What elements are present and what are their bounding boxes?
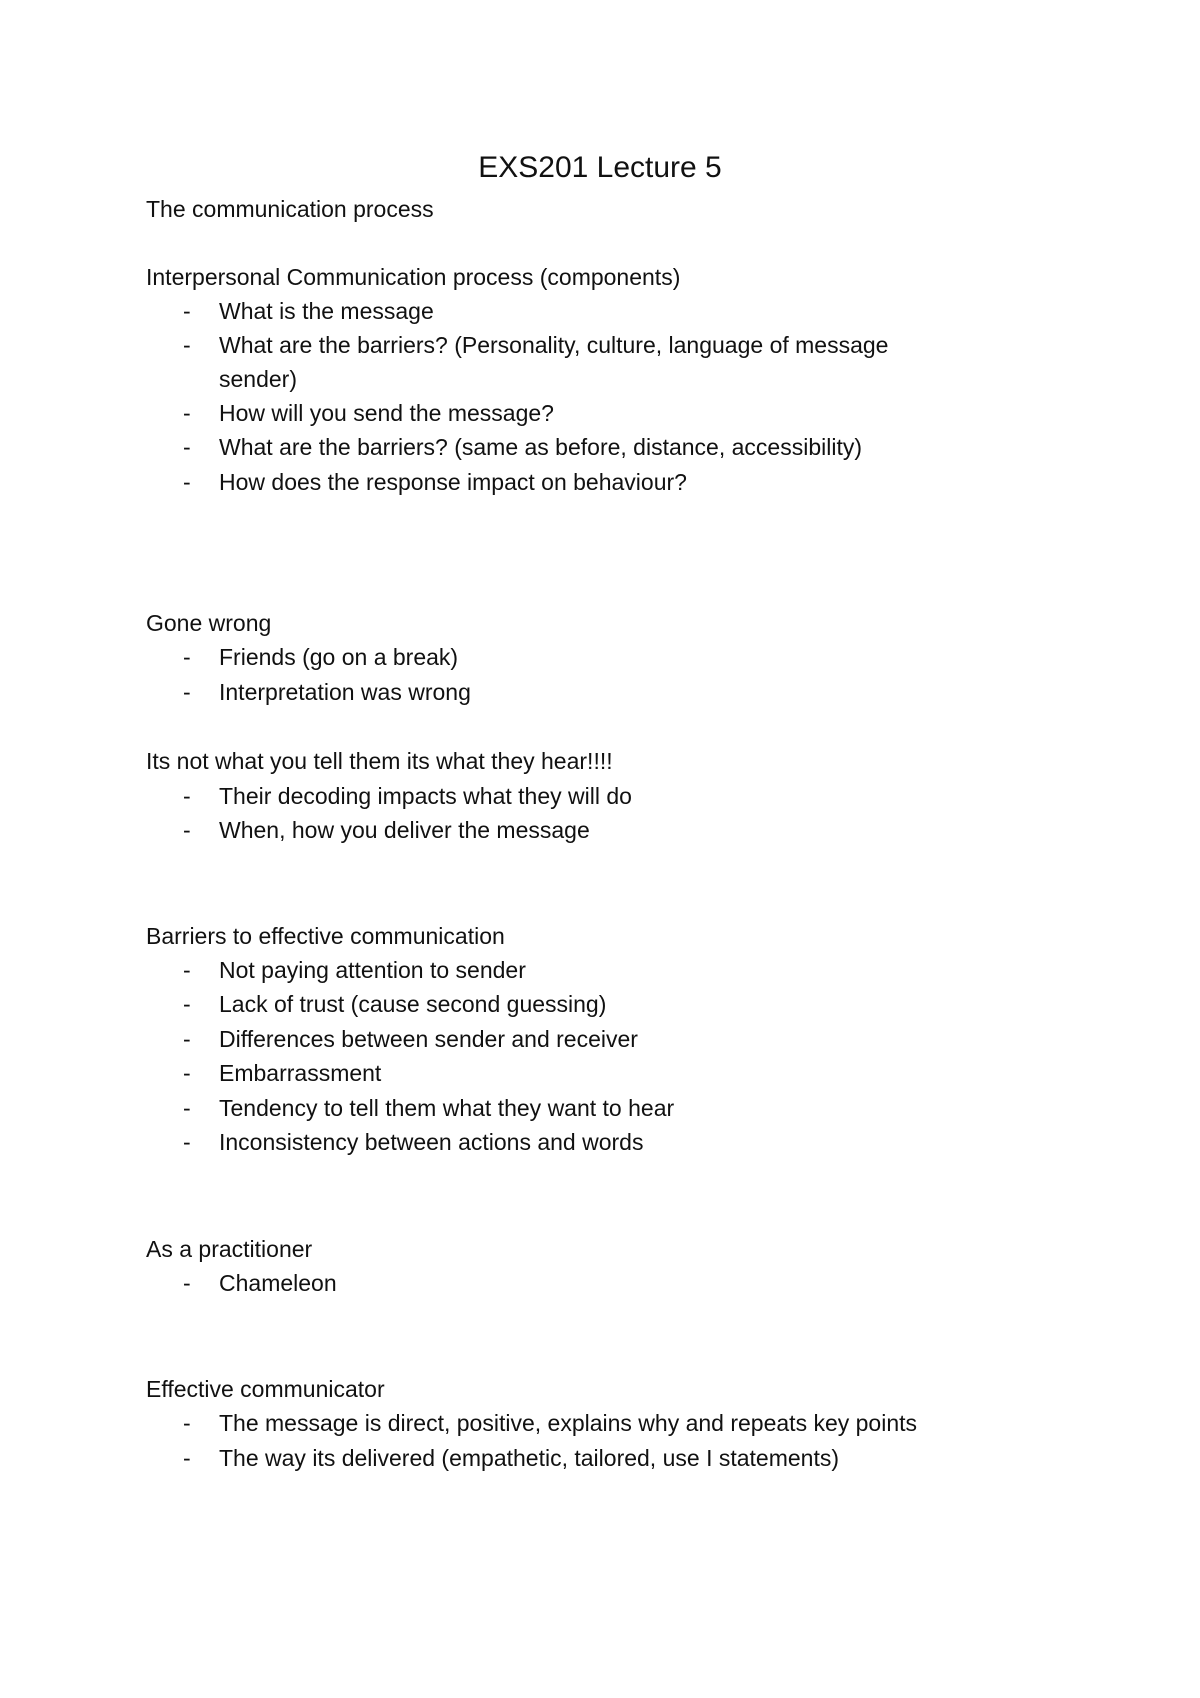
section-heading-barriers: Barriers to effective communication (146, 923, 505, 949)
list-item (183, 989, 606, 1019)
list-item (183, 642, 458, 672)
list-item-text: What are the barriers? (same as before, distance, accessibility) (219, 434, 862, 460)
list-item-text: Not paying attention to sender (219, 957, 526, 983)
list-item (183, 398, 554, 428)
bullet-dash: - (183, 1270, 191, 1296)
list-item-text: Differences between sender and receiver (219, 1026, 638, 1052)
list-item-text: How will you send the message? (219, 400, 554, 426)
list-item (183, 1443, 839, 1473)
list-item-text: Lack of trust (cause second guessing) (219, 991, 607, 1017)
bullet-dash: - (183, 1410, 191, 1436)
list-item-text: Their decoding impacts what they will do (219, 783, 632, 809)
section-heading-gone-wrong: Gone wrong (146, 610, 272, 636)
section-heading-practitioner: As a practitioner (146, 1236, 313, 1262)
list-item-text: Tendency to tell them what they want to hear (219, 1095, 675, 1121)
list-item (183, 955, 526, 985)
list-item (183, 330, 888, 360)
bullet-dash: - (183, 783, 191, 809)
list-item (183, 1024, 638, 1054)
document-subtitle: The communication process (146, 196, 434, 222)
bullet-dash: - (183, 957, 191, 983)
bullet-dash: - (183, 1129, 191, 1155)
list-item (183, 1127, 643, 1157)
list-item-text: Inconsistency between actions and words (219, 1129, 644, 1155)
list-item-text: How does the response impact on behaviour? (219, 469, 687, 495)
bullet-dash: - (183, 1445, 191, 1471)
list-item (183, 432, 862, 462)
list-item-text: Chameleon (219, 1270, 337, 1296)
bullet-dash: - (183, 817, 191, 843)
list-item-text: The way its delivered (empathetic, tailored, use I statements) (219, 1445, 840, 1471)
section-heading-interpersonal: Interpersonal Communication process (components) (146, 264, 681, 290)
list-item (183, 296, 434, 326)
section-heading-what-they-hear: Its not what you tell them its what they hear!!!! (146, 748, 613, 774)
list-item (183, 781, 632, 811)
list-item (183, 815, 590, 845)
section-heading-effective-communicator: Effective communicator (146, 1376, 385, 1402)
bullet-dash: - (183, 400, 191, 426)
list-item (183, 1058, 381, 1088)
bullet-dash: - (183, 434, 191, 460)
list-item-text: Interpretation was wrong (219, 679, 471, 705)
list-item-text: What is the message (219, 298, 434, 324)
list-item (183, 467, 687, 497)
list-item-text: Embarrassment (219, 1060, 382, 1086)
list-item (183, 1093, 674, 1123)
list-item-text: When, how you deliver the message (219, 817, 590, 843)
bullet-dash: - (183, 1060, 191, 1086)
document-title: EXS201 Lecture 5 (478, 151, 722, 184)
list-item (183, 1268, 337, 1298)
bullet-dash: - (183, 298, 191, 324)
list-item-text: The message is direct, positive, explains why and repeats key points (219, 1410, 918, 1436)
bullet-dash: - (183, 1026, 191, 1052)
bullet-dash: - (183, 469, 191, 495)
list-item (183, 1408, 917, 1438)
bullet-dash: - (183, 679, 191, 705)
bullet-dash: - (183, 332, 191, 358)
list-item-text: Friends (go on a break) (219, 644, 459, 670)
list-item-continuation: sender) (219, 366, 297, 392)
bullet-dash: - (183, 991, 191, 1017)
bullet-dash: - (183, 644, 191, 670)
list-item-text: What are the barriers? (Personality, culture, language of message (219, 332, 889, 358)
bullet-dash: - (183, 1095, 191, 1121)
list-item (183, 677, 471, 707)
